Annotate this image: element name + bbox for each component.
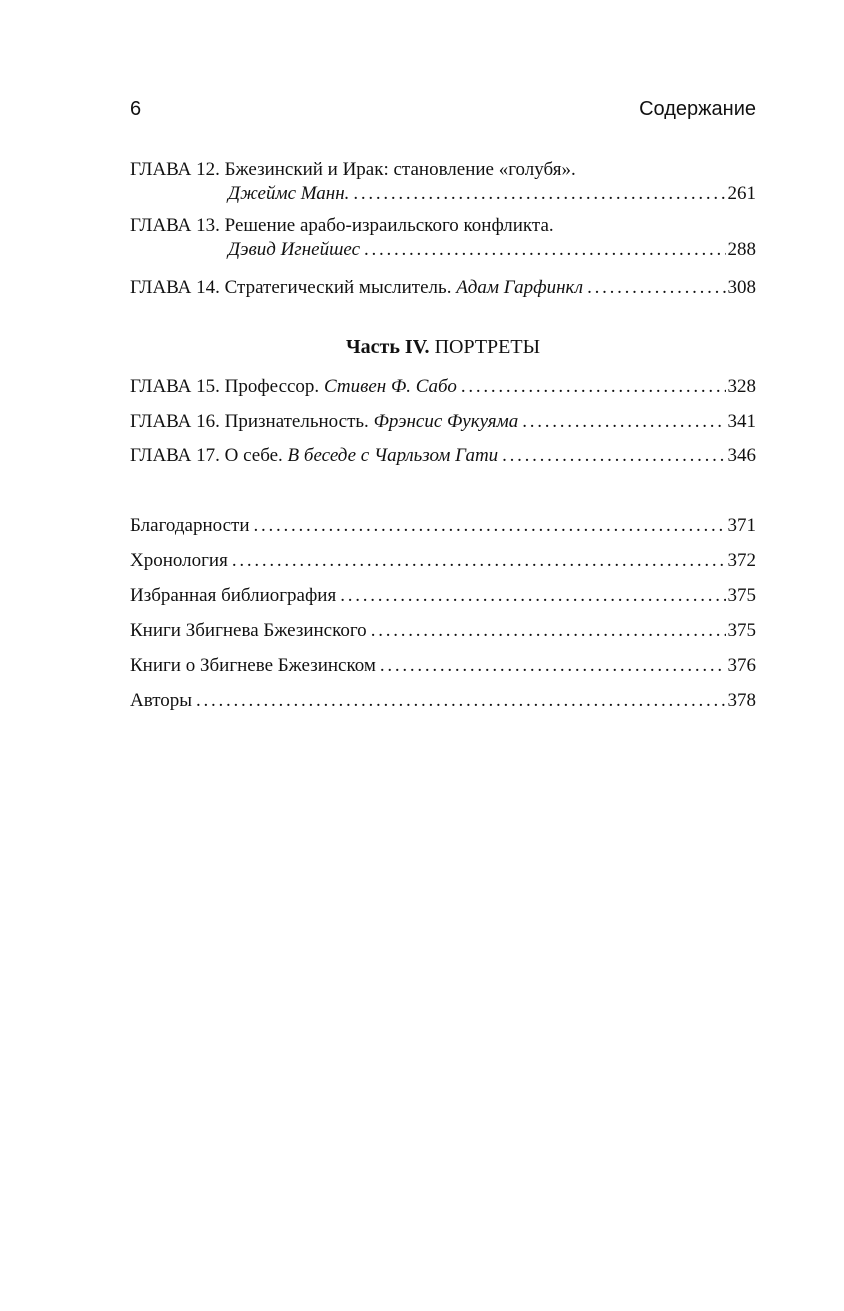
toc-entry-chapter-17[interactable]	[130, 444, 756, 468]
dot-leader	[196, 689, 725, 713]
chapter-title: Бжезинский и Ирак: становление «голубя».	[224, 159, 576, 180]
chapter-title: Профессор.	[224, 376, 320, 397]
entry-title: Книги Збигнева Бжезинского	[130, 620, 367, 641]
page-number: 6	[130, 98, 142, 120]
page-ref: 261	[727, 183, 756, 204]
toc-entry-acknowledgements[interactable]	[130, 514, 756, 538]
dot-leader	[587, 276, 725, 300]
dot-leader	[340, 584, 725, 608]
dot-leader	[371, 619, 726, 643]
entry-title: Авторы	[130, 690, 193, 711]
page-header	[130, 98, 756, 128]
entry-title: Благодарности	[130, 515, 250, 536]
toc-entry-chapter-14[interactable]	[130, 276, 756, 300]
page-ref: 378	[727, 690, 756, 711]
part-title: ПОРТРЕТЫ	[434, 336, 541, 358]
chapter-author: Джеймс Манн.	[228, 183, 350, 204]
toc-entry-chapter-12[interactable]	[130, 158, 756, 206]
chapter-author: Адам Гарфинкл	[456, 277, 584, 298]
chapter-label: ГЛАВА 15.	[130, 376, 220, 397]
page-ref: 346	[727, 445, 756, 466]
dot-leader	[364, 238, 725, 262]
chapter-label: ГЛАВА 17.	[130, 445, 220, 466]
toc-entry-chapter-16[interactable]	[130, 410, 756, 434]
dot-leader	[232, 549, 726, 573]
part-label: Часть IV.	[345, 336, 430, 358]
page-ref: 372	[727, 550, 756, 571]
chapter-label: ГЛАВА 12.	[130, 159, 220, 180]
chapter-author: В беседе с Чарльзом Гати	[287, 445, 499, 466]
chapter-label: ГЛАВА 16.	[130, 411, 220, 432]
entry-title: Избранная библиография	[130, 585, 337, 606]
chapter-author: Фрэнсис Фукуяма	[373, 411, 519, 432]
dot-leader	[254, 514, 726, 538]
entry-title: Хронология	[130, 550, 228, 571]
toc-entry-authors[interactable]	[130, 689, 756, 713]
toc-entry-bibliography[interactable]	[130, 584, 756, 608]
dot-leader	[353, 182, 725, 206]
chapter-title: Стратегический мыслитель.	[224, 277, 452, 298]
toc-entry-books-about-brzezinski[interactable]	[130, 654, 756, 678]
dot-leader	[502, 444, 725, 468]
chapter-author: Дэвид Игнейшес	[228, 239, 361, 260]
dot-leader	[461, 375, 726, 399]
chapter-label: ГЛАВА 13.	[130, 215, 220, 236]
running-title: Содержание	[639, 98, 756, 120]
dot-leader	[380, 654, 726, 678]
toc-entry-chapter-13[interactable]	[130, 214, 756, 262]
chapter-title: Признательность.	[224, 411, 369, 432]
chapter-title: Решение арабо-израильского конфликта.	[224, 215, 554, 236]
toc-entry-chapter-15[interactable]	[130, 375, 756, 399]
part-heading	[130, 336, 756, 359]
page-ref: 375	[727, 585, 756, 606]
page-ref: 371	[727, 515, 756, 536]
page-ref: 341	[727, 411, 756, 432]
chapter-label: ГЛАВА 14.	[130, 277, 220, 298]
page-ref: 376	[727, 655, 756, 676]
dot-leader	[522, 410, 725, 434]
page-ref: 328	[727, 376, 756, 397]
page-ref: 308	[727, 277, 756, 298]
chapter-title: О себе.	[224, 445, 283, 466]
chapter-author: Стивен Ф. Сабо	[323, 376, 457, 397]
page-ref: 288	[727, 239, 756, 260]
page-ref: 375	[727, 620, 756, 641]
toc-entry-chronology[interactable]	[130, 549, 756, 573]
toc-entry-books-by-brzezinski[interactable]	[130, 619, 756, 643]
entry-title: Книги о Збигневе Бжезинском	[130, 655, 376, 676]
